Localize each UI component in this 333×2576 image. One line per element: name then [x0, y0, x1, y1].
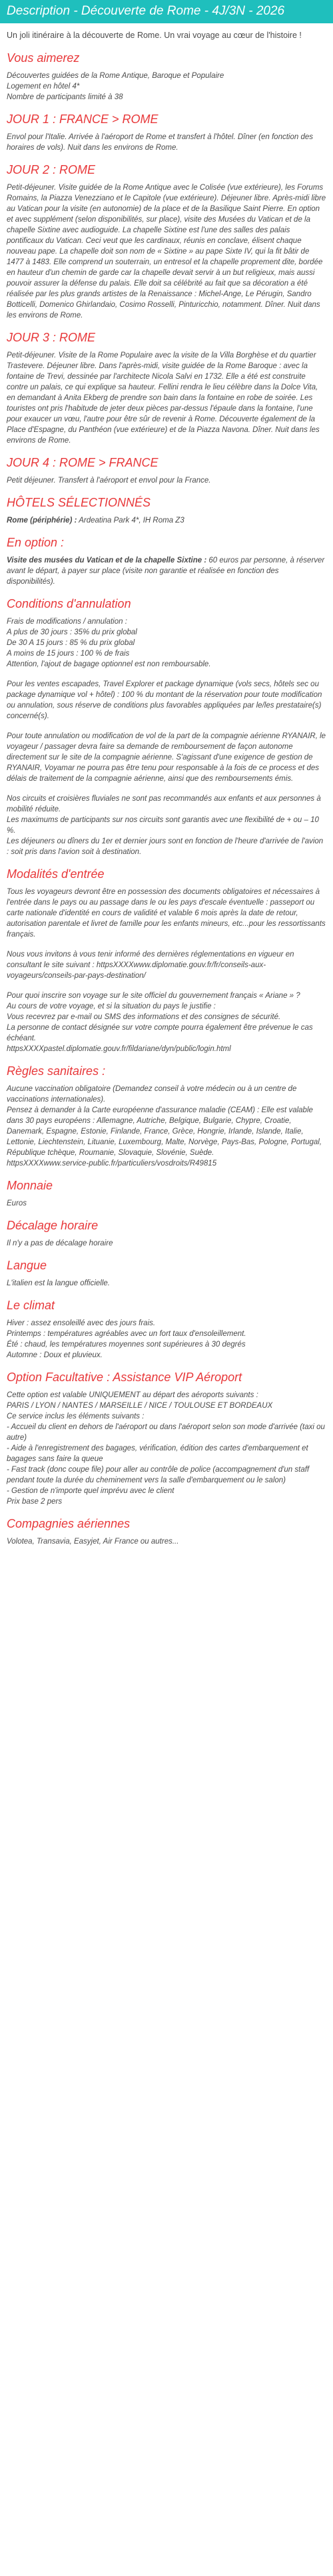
section-heading-climat: Le climat: [7, 1299, 55, 1312]
section-heading-vous-aimerez: Vous aimerez: [7, 51, 80, 65]
hotel-line: [7, 515, 326, 526]
modalites-paragraph: Nous vous invitons à vous tenir informé des dernières réglementations en vigueur en consultant le site suivant : httpsXXXXwww.diplomatie.gouv.fr/fr/conseils-aux-voyageurs/conseils-par-pays-destination/: [7, 951, 294, 980]
section-heading-day1: JOUR 1 : FRANCE > ROME: [7, 112, 159, 126]
sanitaires-text: Aucune vaccination obligatoire (Demandez conseil à votre médecin ou à un centre de vaccinations internationales). Pensez à demander à la Carte européenne d'assurance maladie (CEAM) : Elle est valable dans 30 pays européens : Allemagne, Autriche, Belgique, Bulgarie, Chypre, Croatie, Danemark, Espagne, Estonie, Finlande, France, Grèce, Hongrie, Irlande, Islande, Italie, Lettonie, Liechtenstein, Lituanie, Luxembourg, Malte, Norvège, Pays-Bas, Pologne, Portugal, République tchèque, Roumanie, Slovaquie, Slovénie, Suède. httpsXXXXwww.service-public.fr/particuliers/vosdroits/R49815: [7, 1085, 322, 1168]
vip-text: Cette option est valable UNIQUEMENT au départ des aéroports suivants : PARIS / LYON / NANTES / MARSEILLE / NICE / TOULOUSE ET BORDEAUX Ce service inclus les éléments suivants : - Accueil du client en dehors de l'aéroport ou dans l'aéroport selon son mode d'arrivée (taxi ou autre) - Aide à l'enregistrement des bagages, vérification, édition des cartes d'embarquement et bagages sans faire la queue - Fast track (donc coupe file) pour aller au contrôle de police (accompagnement d'un staff pendant toute la durée du cheminement vers la salle d'embarquement ou le salon) - Gestion de n'importe quel imprévu avec le client Prix base 2 pers: [7, 1391, 325, 1506]
section-heading-vip: Option Facultative : Assistance VIP Aéroport: [7, 1371, 242, 1384]
page-title: Description - Découverte de Rome - 4J/3N - 2026: [0, 0, 333, 23]
conditions-paragraphs: [7, 679, 326, 857]
conditions-paragraph: Pour toute annulation ou modification de vol de la part de la compagnie aérienne RYANAIR, le voyageur / passager devra faire sa demande de remboursement de façon autonome directement sur le site de la compagnie aérienne. S'agissant d'une exigence de gestion de RYANAIR, Voyamar ne pourra pas être tenu pour responsable à la fois de ce process et des délais de traitement de la compagnie aérienne, ainsi que des remboursements émis.: [7, 732, 326, 783]
decalage-text: Il n'y a pas de décalage horaire: [7, 1239, 113, 1247]
section-heading-compagnies: Compagnies aériennes: [7, 1517, 131, 1530]
list-item: Frais de modifications / annulation :: [7, 618, 127, 626]
section-heading-sanitaires: Règles sanitaires :: [7, 1064, 106, 1078]
section-heading-langue: Langue: [7, 1259, 47, 1272]
list-item: A moins de 15 jours : 100 % de frais: [7, 650, 130, 658]
option-bold-text: Visite des musées du Vatican et de la chapelle Sixtine :: [7, 556, 207, 564]
section-heading-monnaie: Monnaie: [7, 1179, 53, 1192]
conditions-fees-list: [7, 616, 326, 670]
list-item: De 30 A 15 jours : 85 % du prix global: [7, 639, 135, 647]
conditions-paragraph: Nos circuits et croisières fluviales ne sont pas recommandés aux enfants et aux personnes à mobilité réduite. Les maximums de participants sur nos circuits sont garantis avec une flexibilité de + ou – 10 %. Les déjeuners ou dîners du 1er et dernier jours sont en fonction de l'heure d'arrivée de l'avion : soit pris dans l'avion soit à destination.: [7, 795, 324, 856]
list-item: Attention, l'ajout de bagage optionnel est non remboursable.: [7, 660, 211, 668]
main-content: [0, 23, 333, 1547]
day3-text: Petit-déjeuner. Visite de la Rome Populaire avec la visite de la Villa Borghèse et du quartier Trastevere. Déjeuner libre. Dans l'après-midi, visite guidée de la Rome Baroque : avec la fontaine de Trevi, dessinée par l'architecte Nicola Salvi en 1732. Elle a été est construite contre un palais, ce qui explique sa hauteur. Fellini rendra le lieu célèbre dans la Dolce Vita, en demandant à Anita Ekberg de prendre son bain dans la fontaine en robe de soirée. Les touristes ont pris l'habitude de jeter deux pièces par-dessus l'épaule dans la fontaine, l'une pour exaucer un vœu, l'autre pour être sûr de revenir à Rome. Découverte également de la Place d'Espagne, du Panthéon (vue extérieure) et de la Piazza Navona. Dîner. Nuit dans les environs de Rome.: [7, 351, 320, 445]
option-text: [7, 555, 326, 587]
hotel-label: Rome (périphérie) :: [7, 517, 77, 525]
climat-text: Hiver : assez ensoleillé avec des jours frais. Printemps : températures agréables avec un fort taux d'ensoleillement. Été : chaud, les températures moyennes sont supérieures à 30 degrés Automne : Doux et pluvieux.: [7, 1319, 246, 1359]
section-heading-conditions: Conditions d'annulation: [7, 597, 131, 610]
intro-text: Un joli itinéraire à la découverte de Rome. Un vrai voyage au cœur de l'histoire !: [7, 31, 302, 40]
modalites-paragraph: Tous les voyageurs devront être en possession des documents obligatoires et nécessaires à l'entrée dans le pays ou au passage dans le ou les pays d'escale éventuelle : passeport ou carte nationale d'identité en cours de validité et valable 6 mois après la date de retour, autorisation parentale et livret de famille pour les enfants mineurs, etc...pour les ressortissants français.: [7, 888, 326, 939]
section-heading-decalage: Décalage horaire: [7, 1219, 99, 1232]
compagnies-text: Volotea, Transavia, Easyjet, Air France ou autres...: [7, 1538, 179, 1546]
vous-aimerez-list: [7, 71, 326, 103]
option-detail-text: 60 euros par personne, à réserver avant le départ, à payer sur place (visite non garantie et réalisée en fonction des disponibilités).: [7, 556, 325, 586]
day2-text: Petit-déjeuner. Visite guidée de la Rome Antique avec le Colisée (vue extérieure), les Forums Romains, la Piazza Venezziano et le Capitole (vue extérieure). Déjeuner libre. Après-midi libre au Vatican pour la visite (en autonomie) de la place et de la Basilique Saint Pierre. En option et avec supplément (selon disponibilités, sur place), visite des Musées du Vatican et de la chapelle Sixtine avec audioguide. La chapelle Sixtine est l'une des salles des palais pontificaux du Vatican. Ceci veut que les cardinaux, réunis en conclave, élisent chaque nouveau pape. La chapelle doit son nom de « Sixtine » au pape Sixte IV, qui la fit bâtir de 1477 à 1483. Elle comprend un souterrain, un entresol et la chapelle proprement dite, bordée en hauteur d'un chemin de garde car la chapelle devait servir à un but religieux, mais aussi pouvoir assurer la défense du palais. Elle doit sa célébrité au fait que sa décoration a été réalisée par les plus grands artistes de la Renaissance : Michel-Ange, Le Pérugin, Sandro Botticelli, Domenico Ghirlandaio, Cosimo Rosselli, Pinturicchio, notamment. Dîner. Nuit dans les environs de Rome.: [7, 184, 326, 320]
list-item: Découvertes guidées de la Rome Antique, Baroque et Populaire: [7, 72, 224, 80]
day1-text: Envol pour l'Italie. Arrivée à l'aéroport de Rome et transfert à l'hôtel. Dîner (en fonction des horaires de vols). Nuit dans les environs de Rome.: [7, 133, 314, 152]
hotel-value: Ardeatina Park 4*, IH Roma Z3: [77, 517, 184, 525]
section-heading-hotels: HÔTELS SÉLECTIONNÉS: [7, 496, 151, 509]
section-heading-option: En option :: [7, 536, 65, 549]
section-heading-modalites: Modalités d'entrée: [7, 867, 105, 881]
modalites-paragraphs: [7, 887, 326, 1054]
section-heading-day4: JOUR 4 : ROME > FRANCE: [7, 456, 159, 469]
conditions-paragraph: Pour les ventes escapades, Travel Explorer et package dynamique (vols secs, hôtels sec ou package dynamique vol + hôtel) : 100 % du montant de la réservation pour toute modification ou annulation, sous réserve de conditions plus favorables appliquées par le/les prestataire(s) concerné(s).: [7, 680, 322, 720]
section-heading-day2: JOUR 2 : ROME: [7, 163, 96, 176]
langue-text: L'italien est la langue officielle.: [7, 1279, 110, 1287]
list-item: Logement en hôtel 4*: [7, 83, 80, 91]
list-item: A plus de 30 jours : 35% du prix global: [7, 628, 137, 636]
monnaie-text: Euros: [7, 1199, 27, 1207]
section-heading-day3: JOUR 3 : ROME: [7, 331, 96, 344]
modalites-paragraph: Pour quoi inscrire son voyage sur le site officiel du gouvernement français « Ariane » ? Au cours de votre voyage, et si la situation du pays le justifie : Vous recevrez par e-mail ou SMS des informations et des consignes de sécurité. La personne de contact désignée sur votre compte pourra également être prévenue le cas échéant. httpsXXXXpastel.diplomatie.gouv.fr/fildariane/dyn/public/login.html: [7, 992, 313, 1053]
day4-text: Petit déjeuner. Transfert à l'aéroport et envol pour la France.: [7, 477, 211, 485]
list-item: Nombre de participants limité à 38: [7, 93, 123, 101]
